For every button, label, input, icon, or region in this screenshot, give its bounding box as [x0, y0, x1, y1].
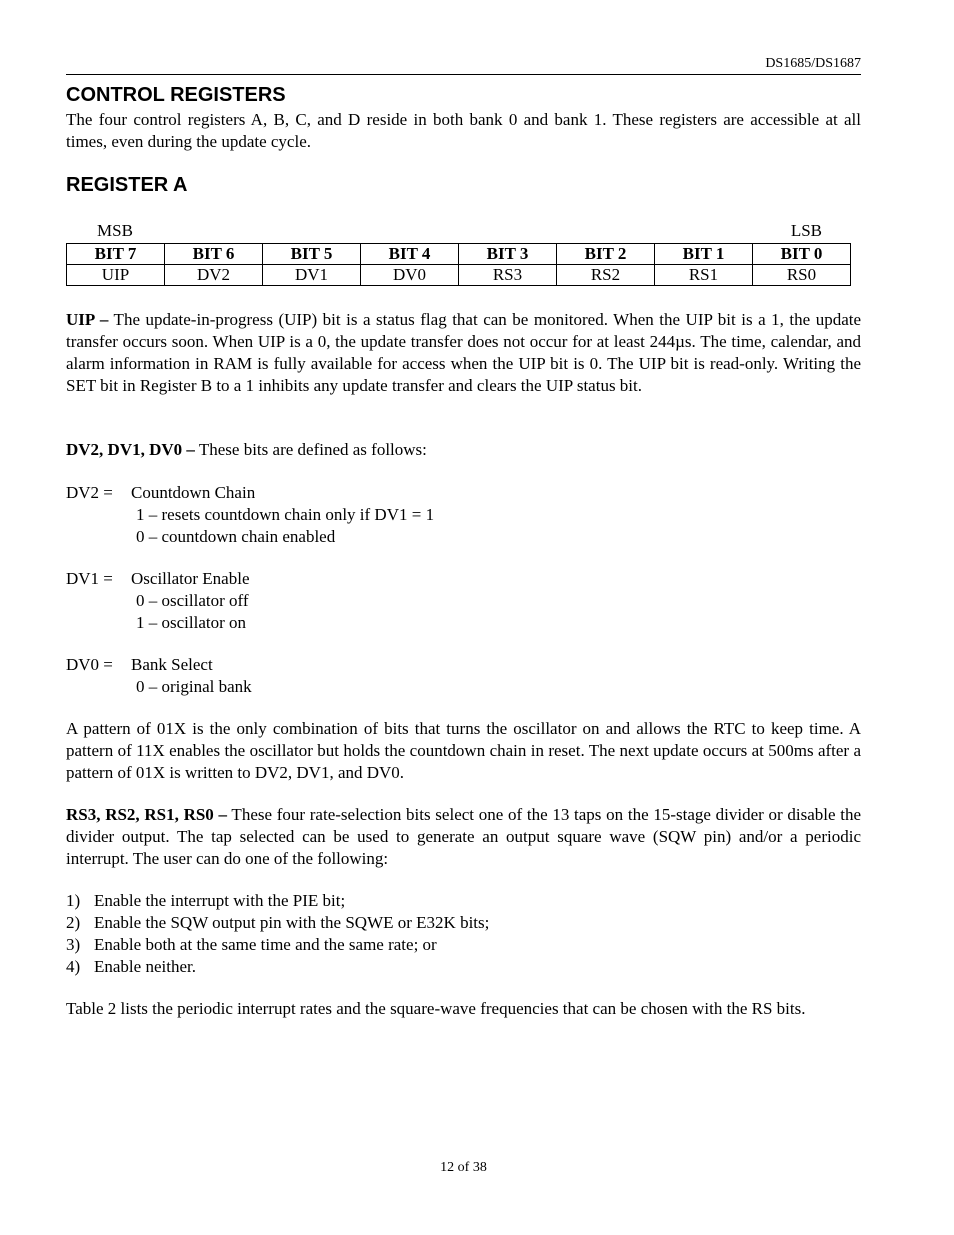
bit-header-row [67, 244, 851, 265]
list-item-text: Enable the SQW output pin with the SQWE or E32K bits; [94, 913, 490, 932]
dv2-term: DV2 = [66, 483, 113, 502]
dv0-title: Bank Select [131, 655, 213, 674]
dv0-term: DV0 = [66, 655, 113, 674]
document-id: DS1685/DS1687 [765, 56, 861, 71]
dv-intro-text: These bits are defined as follows: [194, 440, 427, 459]
dv-intro-term: DV2, DV1, DV0 – [66, 440, 195, 459]
bit-name-cell: DV2 [165, 265, 263, 286]
dv-intro-paragraph [66, 439, 861, 461]
pattern-paragraph: A pattern of 01X is the only combination of bits that turns the oscillator on and allows the RTC to keep time. A pattern of 11X enables the oscillator but holds the countdown chain in reset. The next update occurs at 500ms after a pattern of 01X is written to DV2, DV1, and DV0. [66, 719, 861, 782]
list-item-number: 1) [66, 891, 81, 910]
bit-name-cell: DV0 [361, 265, 459, 286]
bit-name-cell: RS0 [753, 265, 851, 286]
dv1-definition [66, 568, 250, 634]
bit-header-cell: BIT 4 [361, 244, 459, 265]
uip-term: UIP – [66, 310, 109, 329]
list-item [66, 934, 489, 956]
options-list [66, 890, 489, 978]
list-item-number: 4) [66, 957, 81, 976]
dv2-definition [66, 482, 434, 548]
bit-header-cell: BIT 0 [753, 244, 851, 265]
dv0-definition [66, 654, 252, 698]
page-number: 12 of 38 [440, 1160, 487, 1175]
list-item-number: 2) [66, 913, 81, 932]
dv1-title: Oscillator Enable [131, 569, 250, 588]
lsb-label: LSB [790, 221, 822, 240]
list-item-text: Enable neither. [94, 957, 196, 976]
dv2-value: 1 – resets countdown chain only if DV1 = 1 [136, 505, 435, 524]
dv1-value: 0 – oscillator off [136, 591, 249, 610]
rs-paragraph [66, 804, 861, 870]
table2-paragraph: Table 2 lists the periodic interrupt rates and the square-wave frequencies that can be chosen with the RS bits. [66, 999, 806, 1018]
bit-header-cell: BIT 1 [655, 244, 753, 265]
bit-header-cell: BIT 3 [459, 244, 557, 265]
register-a-heading: REGISTER A [66, 174, 188, 196]
control-registers-paragraph: The four control registers A, B, C, and D reside in both bank 0 and bank 1. These registers are accessible at all times, even during the update cycle. [66, 110, 861, 151]
list-item-number: 3) [66, 935, 81, 954]
uip-paragraph [66, 309, 861, 397]
list-item [66, 890, 489, 912]
dv0-value: 0 – original bank [136, 677, 252, 696]
list-item [66, 912, 489, 934]
control-registers-heading: CONTROL REGISTERS [66, 84, 286, 106]
bit-name-cell: DV1 [263, 265, 361, 286]
list-item-text: Enable both at the same time and the same rate; or [94, 935, 437, 954]
rs-term: RS3, RS2, RS1, RS0 – [66, 805, 228, 824]
list-item-text: Enable the interrupt with the PIE bit; [94, 891, 346, 910]
uip-text: The update-in-progress (UIP) bit is a status flag that can be monitored. When the UIP bit is a 1, the update transfer occurs soon. When UIP is a 0, the update transfer does not occur for at least 244µs. The time, calendar, and alarm information in RAM is fully available for access when the UIP bit is 0. The UIP bit is read-only. Writing the SET bit in Register B to a 1 inhibits any update transfer and clears the UIP status bit. [66, 310, 862, 395]
bit-name-row [67, 265, 851, 286]
header-rule [66, 74, 861, 75]
dv2-title: Countdown Chain [131, 483, 256, 502]
bit-header-cell: BIT 5 [263, 244, 361, 265]
bit-header-cell: BIT 7 [67, 244, 165, 265]
dv1-value: 1 – oscillator on [136, 613, 247, 632]
bit-header-cell: BIT 6 [165, 244, 263, 265]
rs-text: These four rate-selection bits select one of the 13 taps on the 15-stage divider or disable the divider output. The tap selected can be used to generate an output square wave (SQW pin) and/or a periodic interrupt. The user can do one of the following: [66, 805, 861, 868]
register-a-table [66, 243, 851, 286]
list-item [66, 956, 489, 978]
bit-name-cell: RS1 [655, 265, 753, 286]
bit-name-cell: RS3 [459, 265, 557, 286]
bit-header-cell: BIT 2 [557, 244, 655, 265]
dv2-value: 0 – countdown chain enabled [136, 527, 336, 546]
dv1-term: DV1 = [66, 569, 113, 588]
bit-name-cell: RS2 [557, 265, 655, 286]
msb-label: MSB [97, 221, 133, 240]
bit-name-cell: UIP [67, 265, 165, 286]
